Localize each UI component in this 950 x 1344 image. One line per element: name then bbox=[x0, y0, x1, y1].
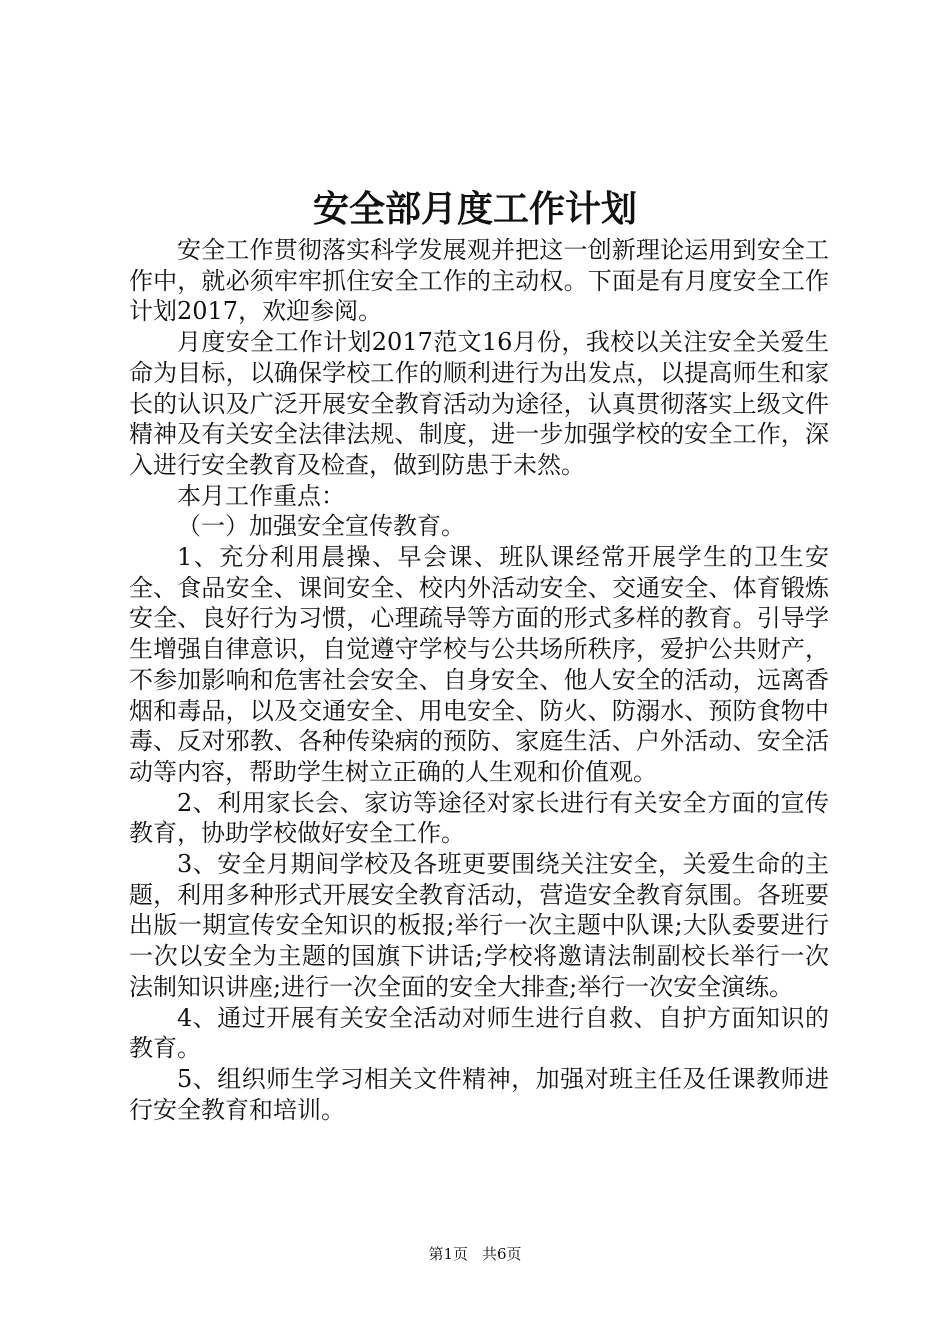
list-item-4: 4、通过开展有关安全活动对师生进行自救、自护方面知识的教育。 bbox=[129, 1003, 829, 1063]
list-item-3: 3、安全月期间学校及各班更要围绕关注安全，关爱生命的主题，利用多种形式开展安全教育活动，营造安全教育氛围。各班要出版一期宣传安全知识的板报;举行一次主题中队课;大队委要进行一次以安全为主题的国旗下讲话;学校将邀请法制副校长举行一次法制知识讲座;进行一次全面的安全大排查;举行一次安全演练。 bbox=[129, 850, 829, 1001]
paragraph-overview: 月度安全工作计划2017范文16月份，我校以关注安全关爱生命为目标，以确保学校工作的顺利进行为出发点，以提高师生和家长的认识及广泛开展安全教育活动为途径，认真贯彻落实上级文件精神及有关安全法律法规、制度，进一步加强学校的安全工作，深入进行安全教育及检查，做到防患于未然。 bbox=[129, 328, 829, 479]
section-heading-1: （一）加强安全宣传教育。 bbox=[177, 512, 465, 541]
page-footer bbox=[0, 1242, 950, 1266]
page-total: 共6页 bbox=[482, 1245, 522, 1263]
list-item-2: 2、利用家长会、家访等途径对家长进行有关安全方面的宣传教育，协助学校做好安全工作。 bbox=[129, 788, 829, 848]
list-item-5: 5、组织师生学习相关文件精神，加强对班主任及任课教师进行安全教育和培训。 bbox=[129, 1064, 829, 1124]
list-item-1: 1、充分利用晨操、早会课、班队课经常开展学生的卫生安全、食品安全、课间安全、校内外活动安全、交通安全、体育锻炼安全、良好行为习惯，心理疏导等方面的形式多样的教育。引导学生增强自律意识，自觉遵守学校与公共场所秩序，爱护公共财产，不参加影响和危害社会安全、自身安全、他人安全的活动，远离香烟和毒品，以及交通安全、用电安全、防火、防溺水、预防食物中毒、反对邪教、各种传染病的预防、家庭生活、户外活动、安全活动等内容，帮助学生树立正确的人生观和价值观。 bbox=[129, 543, 829, 786]
document-title: 安全部月度工作计划 bbox=[312, 188, 637, 230]
page-number: 第1页 bbox=[428, 1245, 468, 1263]
document-body bbox=[129, 235, 829, 1125]
paragraph-intro: 安全工作贯彻落实科学发展观并把这一创新理论运用到安全工作中，就必须牢牢抓住安全工作的主动权。下面是有月度安全工作计划2017，欢迎参阅。 bbox=[129, 236, 829, 326]
paragraph-focus-heading: 本月工作重点： bbox=[177, 481, 345, 510]
